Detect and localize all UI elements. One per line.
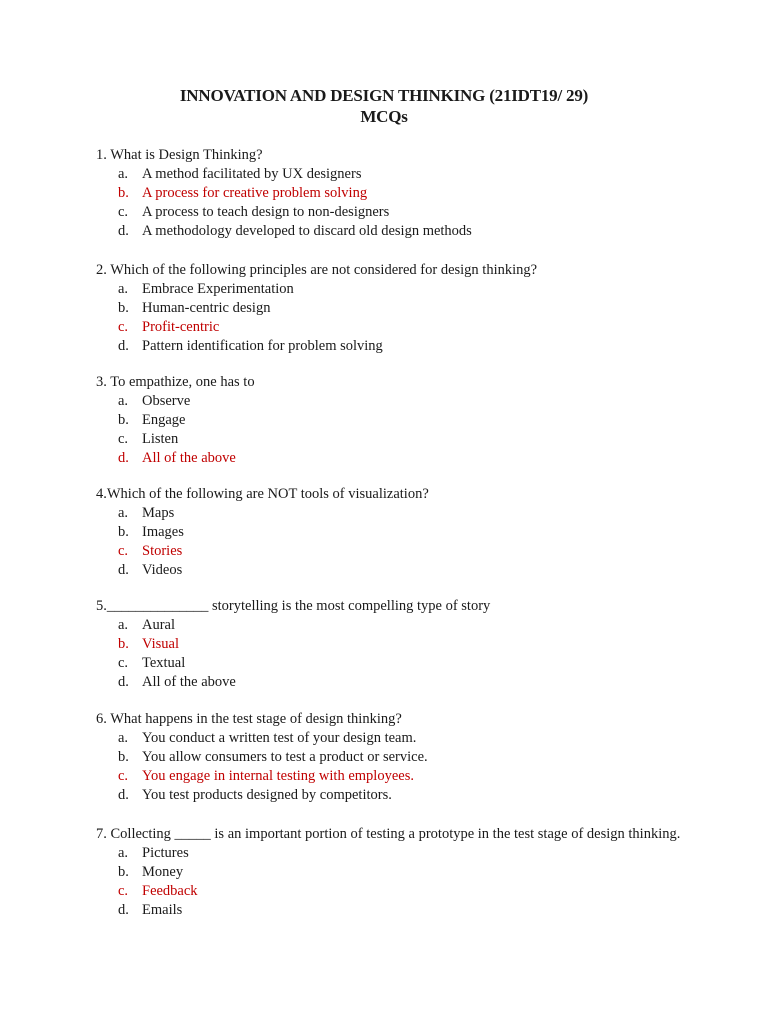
option-letter: c. bbox=[118, 319, 129, 335]
option-text: Maps bbox=[142, 505, 175, 521]
option-item bbox=[96, 844, 696, 863]
document-subtitle: MCQs bbox=[360, 107, 408, 126]
option-text: Pattern identification for problem solving bbox=[142, 338, 383, 354]
option-text: Visual bbox=[142, 636, 179, 652]
option-letter: a. bbox=[118, 393, 129, 409]
question-stem: 1. What is Design Thinking? bbox=[96, 147, 263, 163]
option-letter: d. bbox=[118, 562, 129, 578]
question-7 bbox=[96, 825, 696, 920]
option-text: Embrace Experimentation bbox=[142, 281, 294, 297]
option-letter: d. bbox=[118, 902, 129, 918]
option-text: All of the above bbox=[142, 674, 236, 690]
option-text: Videos bbox=[142, 562, 183, 578]
option-letter: a. bbox=[118, 505, 129, 521]
option-letter: b. bbox=[118, 412, 129, 428]
option-text: Money bbox=[142, 864, 184, 880]
option-item bbox=[96, 901, 696, 920]
option-item bbox=[96, 299, 696, 318]
option-correct-answer bbox=[96, 184, 696, 203]
option-text: Observe bbox=[142, 393, 191, 409]
question-stem: 5.______________ storytelling is the most compelling type of story bbox=[96, 598, 491, 614]
option-text: Emails bbox=[142, 902, 183, 918]
option-text: A process to teach design to non-designers bbox=[142, 204, 390, 220]
option-list bbox=[96, 616, 696, 692]
option-letter: a. bbox=[118, 730, 129, 746]
option-item bbox=[96, 729, 696, 748]
option-list bbox=[96, 844, 696, 920]
option-text: You conduct a written test of your design team. bbox=[142, 730, 417, 746]
option-list bbox=[96, 165, 696, 241]
option-text: A methodology developed to discard old design methods bbox=[142, 223, 472, 239]
question-stem: 4.Which of the following are NOT tools of visualization? bbox=[96, 486, 429, 502]
option-item bbox=[96, 337, 696, 356]
option-item bbox=[96, 430, 696, 449]
option-item bbox=[96, 616, 696, 635]
option-letter: d. bbox=[118, 450, 129, 466]
option-text: Images bbox=[142, 524, 184, 540]
option-correct-answer bbox=[96, 542, 696, 561]
option-letter: c. bbox=[118, 655, 129, 671]
option-correct-answer bbox=[96, 635, 696, 654]
question-4 bbox=[96, 485, 696, 580]
option-text: Feedback bbox=[142, 883, 198, 899]
option-item bbox=[96, 504, 696, 523]
option-text: Engage bbox=[142, 412, 186, 428]
option-letter: c. bbox=[118, 883, 129, 899]
question-5 bbox=[96, 597, 696, 692]
option-correct-answer bbox=[96, 882, 696, 901]
option-list bbox=[96, 280, 696, 356]
question-stem: 6. What happens in the test stage of design thinking? bbox=[96, 711, 402, 727]
option-letter: a. bbox=[118, 617, 129, 633]
document-title: INNOVATION AND DESIGN THINKING (21IDT19/ 29) bbox=[179, 86, 589, 105]
option-list bbox=[96, 729, 696, 805]
option-item bbox=[96, 165, 696, 184]
question-2 bbox=[96, 261, 696, 356]
option-letter: a. bbox=[118, 845, 129, 861]
option-letter: b. bbox=[118, 185, 129, 201]
question-stem: 2. Which of the following principles are not considered for design thinking? bbox=[96, 262, 538, 278]
option-letter: b. bbox=[118, 864, 129, 880]
option-item bbox=[96, 654, 696, 673]
option-text: All of the above bbox=[142, 450, 236, 466]
option-letter: b. bbox=[118, 300, 129, 316]
option-text: You engage in internal testing with employees. bbox=[142, 768, 414, 784]
question-6 bbox=[96, 710, 696, 805]
option-item bbox=[96, 222, 696, 241]
option-letter: d. bbox=[118, 674, 129, 690]
option-item bbox=[96, 280, 696, 299]
option-correct-answer bbox=[96, 767, 696, 786]
option-letter: c. bbox=[118, 204, 129, 220]
option-list bbox=[96, 392, 696, 468]
option-text: A process for creative problem solving bbox=[142, 185, 368, 201]
option-item bbox=[96, 863, 696, 882]
option-letter: b. bbox=[118, 749, 129, 765]
option-text: Textual bbox=[142, 655, 186, 671]
option-item bbox=[96, 203, 696, 222]
question-1 bbox=[96, 146, 696, 241]
option-text: Human-centric design bbox=[142, 300, 271, 316]
option-item bbox=[96, 561, 696, 580]
option-item bbox=[96, 748, 696, 767]
option-letter: d. bbox=[118, 338, 129, 354]
question-3 bbox=[96, 373, 696, 468]
option-correct-answer bbox=[96, 318, 696, 337]
option-item bbox=[96, 523, 696, 542]
option-item bbox=[96, 786, 696, 805]
option-item bbox=[96, 673, 696, 692]
option-correct-answer bbox=[96, 449, 696, 468]
option-item bbox=[96, 411, 696, 430]
option-letter: c. bbox=[118, 543, 129, 559]
option-text: Pictures bbox=[142, 845, 189, 861]
option-text: A method facilitated by UX designers bbox=[142, 166, 362, 182]
option-text: Aural bbox=[142, 617, 176, 633]
option-list bbox=[96, 504, 696, 580]
option-letter: a. bbox=[118, 281, 129, 297]
option-letter: b. bbox=[118, 636, 129, 652]
option-letter: c. bbox=[118, 431, 129, 447]
option-letter: d. bbox=[118, 223, 129, 239]
option-letter: c. bbox=[118, 768, 129, 784]
option-letter: b. bbox=[118, 524, 129, 540]
option-letter: d. bbox=[118, 787, 129, 803]
option-text: You allow consumers to test a product or service. bbox=[142, 749, 428, 765]
option-text: Listen bbox=[142, 431, 179, 447]
option-text: Stories bbox=[142, 543, 183, 559]
question-stem: 7. Collecting _____ is an important portion of testing a prototype in the test stage of design thinking. bbox=[96, 826, 681, 842]
option-letter: a. bbox=[118, 166, 129, 182]
question-stem: 3. To empathize, one has to bbox=[96, 374, 255, 390]
option-item bbox=[96, 392, 696, 411]
option-text: You test products designed by competitors. bbox=[142, 787, 392, 803]
option-text: Profit-centric bbox=[142, 319, 220, 335]
